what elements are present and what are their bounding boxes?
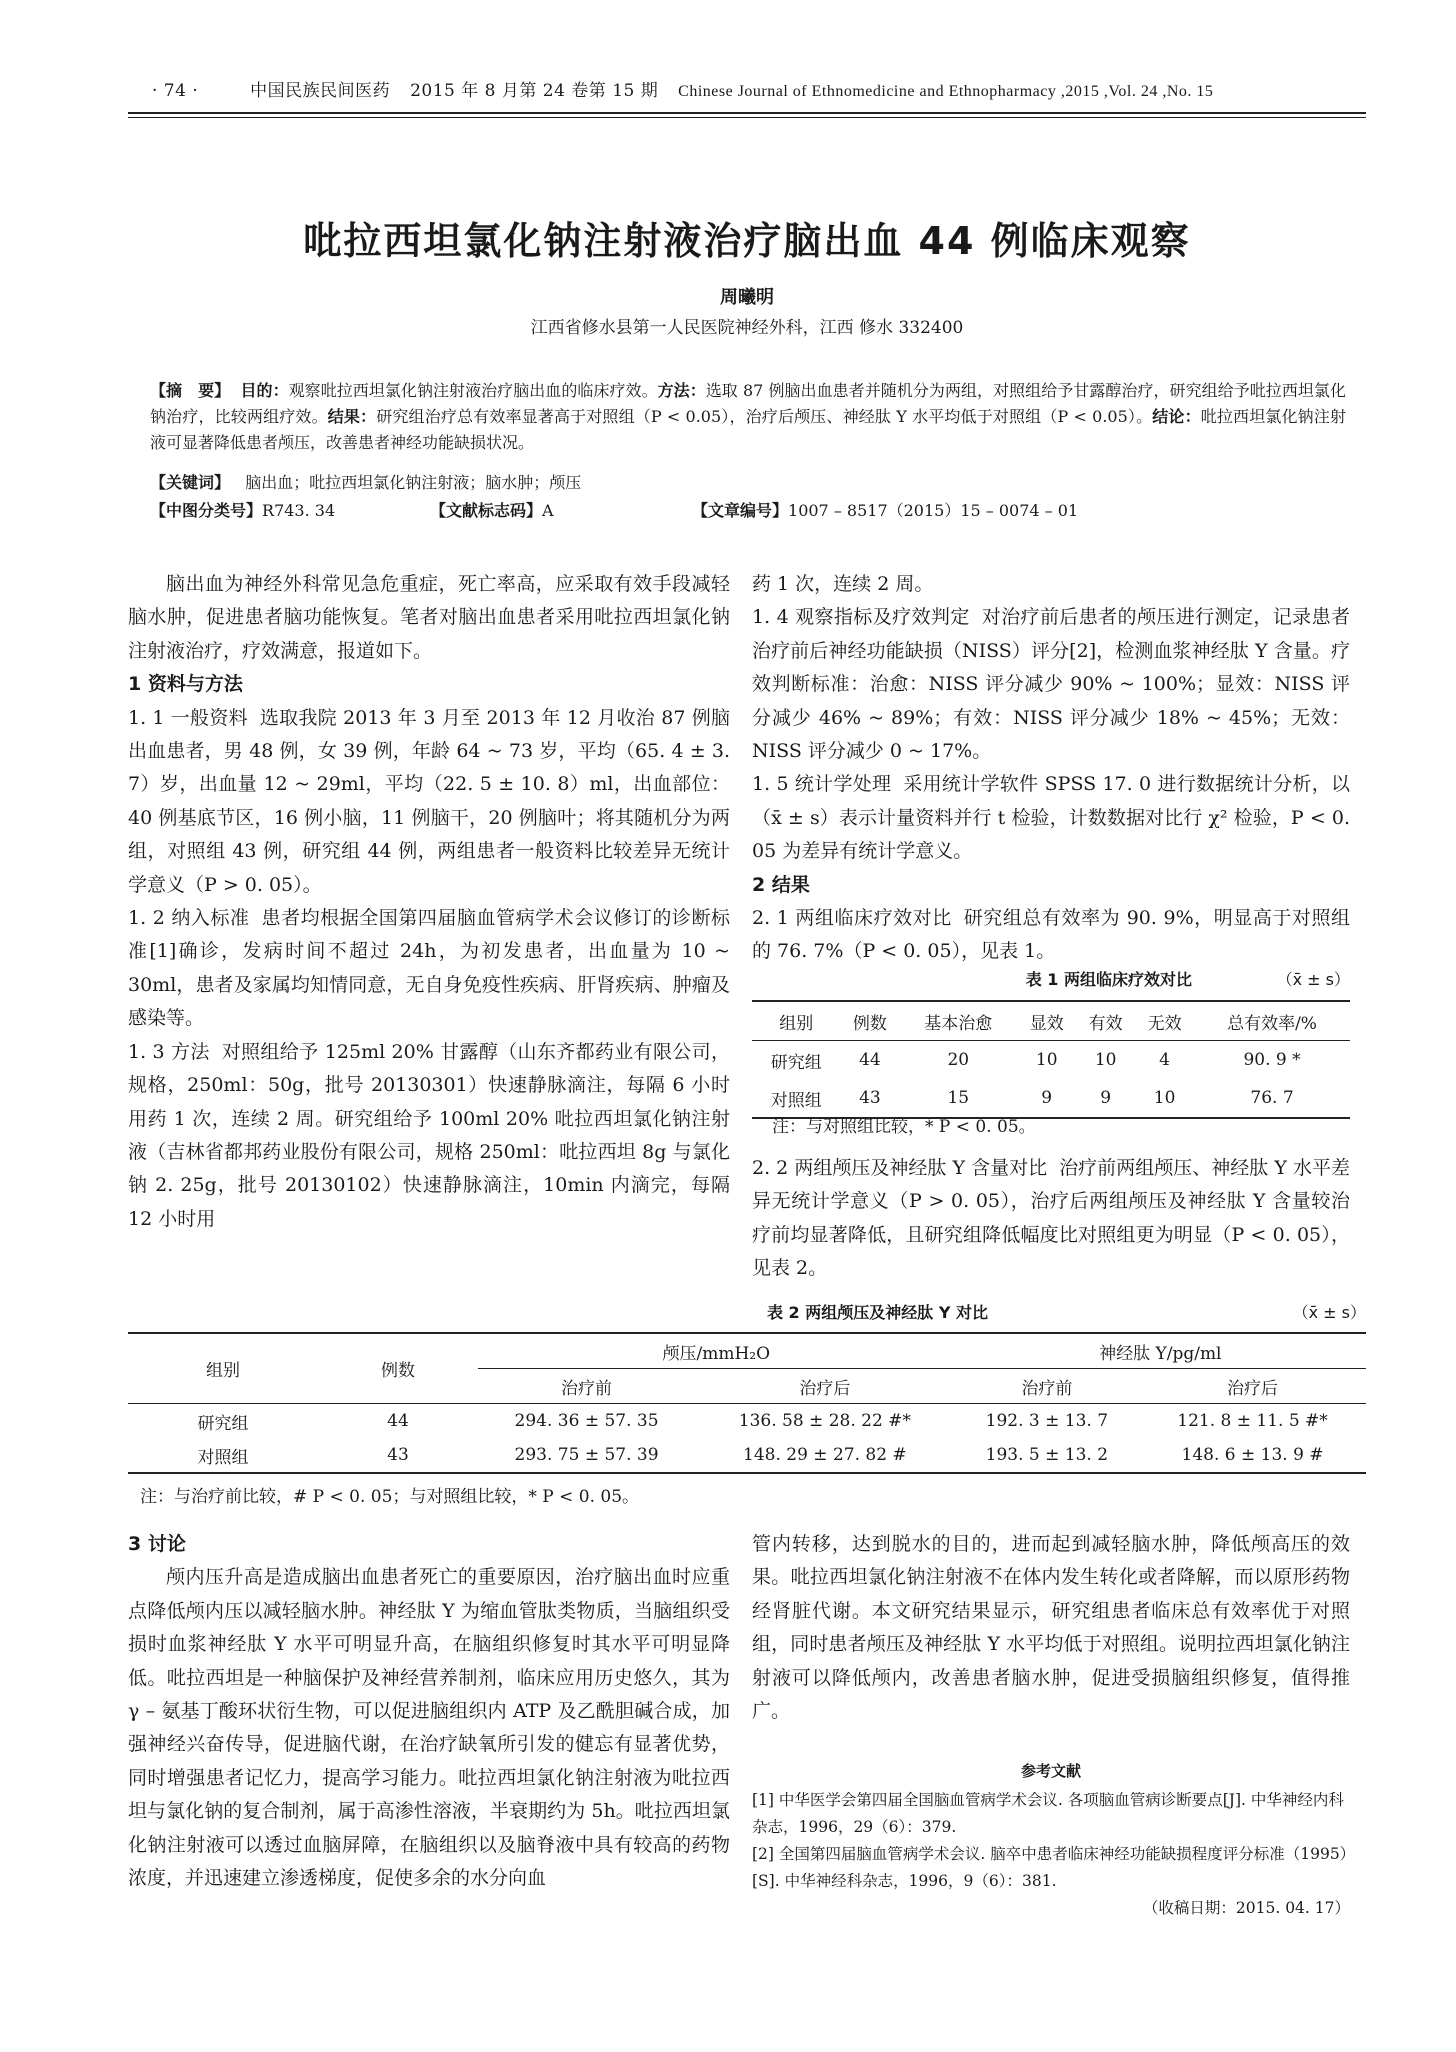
table-1-unit: （x̄ ± s） — [1276, 970, 1350, 989]
section-1-5-heading: 1. 5 统计学处理 — [752, 773, 892, 796]
table-2-header-after: 治疗后 — [695, 1369, 955, 1404]
table-cell: 44 — [859, 1050, 881, 1070]
table-2-note: 注：与治疗前比较，# P < 0. 05；与对照组比较，* P < 0. 05。 — [140, 1487, 640, 1507]
table-2-header-after: 治疗后 — [1139, 1369, 1366, 1404]
table-cell: 193. 5 ± 13. 2 — [985, 1445, 1109, 1465]
abstract-result-label: 结果： — [327, 407, 377, 426]
running-header — [152, 76, 1366, 110]
author-affiliation: 江西省修水县第一人民医院神经外科，江西 修水 332400 — [530, 318, 964, 338]
section-1-2-heading: 1. 2 纳入标准 — [128, 907, 250, 930]
article-author: 周曦明 — [720, 287, 774, 308]
received-date: （收稿日期：2015. 04. 17） — [1142, 1899, 1350, 1917]
section-1-5-text: 采用统计学软件 SPSS 17. 0 进行数据统计分析，以（x̄ ± s）表示计量资料并行 t 检验，计数数据对比行 χ² 检验，P < 0. 05 为差异有统计学意义。 — [752, 773, 1351, 863]
references-title: 参考文献 — [1020, 1762, 1081, 1780]
table-cell: 76. 7 — [1250, 1088, 1294, 1108]
table-1-header: 组别 — [779, 1013, 814, 1034]
table-cell: 293. 75 ± 57. 39 — [514, 1445, 659, 1465]
section-1-3 — [128, 1036, 730, 1236]
section-1-1-heading: 1. 1 一般资料 — [128, 706, 248, 729]
table-1-header: 总有效率/% — [1227, 1013, 1317, 1034]
article-number-tag: 【文章编号】 — [692, 501, 789, 520]
abstract-result: 研究组治疗总有效率显著高于对照组（P < 0.05），治疗后颅压、神经肽 Y 水平均低于对照组（P < 0.05）。 — [376, 407, 1153, 426]
table-cell: 研究组 — [770, 1052, 822, 1073]
table-row — [752, 1041, 1350, 1080]
discussion-left — [128, 1528, 730, 1895]
section-2-2-heading: 2. 2 两组颅压及神经肽 Y 含量对比 — [752, 1157, 1048, 1179]
section-1-1-text: 选取我院 2013 年 3 月至 2013 年 12 月收治 87 例脑出血患者，男 48 例，女 39 例，年龄 64 ~ 73 岁，平均（65. 4 ± 3. 7）岁，出血量 12 ~ 29ml，平均（22. 5 ± 10. 8）ml，出血部位：40 例基底节区，16 例小脑，11 例脑干，20 例脑叶；将其随机分为两组，对照组 43 例，研究组 44 例，两组患者一般资料比较差异无统计学意义（P > 0. 05）。 — [128, 706, 731, 896]
left-column — [128, 568, 730, 1236]
abstract-method: 选取 87 例脑出血患者并随机分为两组，对照组给予甘露醇治疗，研究组给予吡拉西坦氯化钠治疗，比较两组疗效。 — [150, 381, 1346, 426]
table-2-unit: （x̄ ± s） — [1292, 1303, 1366, 1322]
table-1-header-row — [752, 1001, 1350, 1041]
table-row — [128, 1404, 1366, 1439]
table-cell: 43 — [387, 1445, 409, 1465]
article-number: 1007 – 8517（2015）15 – 0074 – 01 — [788, 501, 1079, 520]
table-1-caption-row — [752, 967, 1350, 990]
right-column — [752, 568, 1350, 969]
table-cell: 4 — [1159, 1050, 1170, 1070]
table-1 — [752, 1000, 1350, 1119]
header-rule-thin — [128, 117, 1366, 118]
table-1-caption: 表 1 两组临床疗效对比 — [1025, 970, 1192, 989]
section-2-2-text: 治疗前两组颅压、神经肽 Y 水平差异无统计学意义（P > 0. 05），治疗后两组颅压及神经肽 Y 含量较治疗前均显著降低，且研究组降低幅度比对照组更为明显（P < 0. 05），见表 2。 — [752, 1157, 1350, 1280]
table-cell: 15 — [947, 1088, 970, 1108]
discussion-right — [752, 1528, 1350, 1728]
table-cell: 192. 3 ± 13. 7 — [985, 1411, 1109, 1431]
article-title: 吡拉西坦氯化钠注射液治疗脑出血 44 例临床观察 — [303, 219, 1191, 263]
journal-name-en: Chinese Journal of Ethnomedicine and Ethnopharmacy ,2015 ,Vol. 24 ,No. 15 — [678, 83, 1214, 100]
table-2-header-group: 组别 — [128, 1333, 318, 1404]
abstract-tag: 【摘 要】 — [150, 381, 231, 400]
table-2-header-icp: 颅压/mmH₂O — [478, 1333, 955, 1369]
table-cell: 148. 29 ± 27. 82 # — [743, 1445, 907, 1465]
section-3-heading: 3 讨论 — [128, 1533, 186, 1555]
section-1-4-text: 对治疗前后患者的颅压进行测定，记录患者治疗前后神经功能缺损（NISS）评分[2]，检测血浆神经肽 Y 含量。疗效判断标准：治愈：NISS 评分减少 90% ~ 100%；显效：NISS 评分减少 46% ~ 89%；有效：NISS 评分减少 18% ~ 45%；无效：NISS 评分减少 0 ~ 17%。 — [752, 606, 1350, 763]
table-1-header: 无效 — [1147, 1013, 1182, 1034]
abstract-aim: 观察吡拉西坦氯化钠注射液治疗脑出血的临床疗效。 — [288, 381, 658, 400]
section-1-2 — [128, 902, 730, 1036]
keywords-tag: 【关键词】 — [150, 473, 231, 492]
journal-name: 中国民族民间医药 — [250, 81, 391, 101]
table-1-note: 注：与对照组比较，* P < 0. 05。 — [772, 1117, 1036, 1137]
clc-number: R743. 34 — [262, 501, 336, 520]
intro-paragraph: 脑出血为神经外科常见急危重症，死亡率高，应采取有效手段减轻脑水肿，促进患者脑功能恢复。笔者对脑出血患者采用吡拉西坦氯化钠注射液治疗，疗效满意，报道如下。 — [128, 573, 730, 662]
table-cell: 294. 36 ± 57. 35 — [514, 1411, 659, 1431]
table-2-header-before: 治疗前 — [955, 1369, 1139, 1404]
table-cell: 9 — [1100, 1088, 1112, 1108]
reference-item: [2] 全国第四届脑血管病学术会议. 脑卒中患者临床神经功能缺损程度评分标准（1995）[S]. 中华神经科杂志，1996，9（6）：381. — [752, 1845, 1348, 1890]
abstract-method-label: 方法： — [657, 381, 706, 400]
table-1-header: 有效 — [1088, 1013, 1123, 1034]
abstract — [150, 378, 1346, 456]
table-cell: 9 — [1041, 1088, 1053, 1108]
abstract-conclusion-label: 结论： — [1152, 407, 1201, 426]
section-1-3-heading: 1. 3 方法 — [128, 1040, 210, 1063]
table-cell: 90. 9 * — [1243, 1050, 1301, 1070]
section-1-1 — [128, 702, 730, 902]
table-1-header: 例数 — [852, 1013, 887, 1034]
table-cell: 10 — [1153, 1088, 1176, 1108]
table-cell: 44 — [387, 1411, 409, 1431]
section-2-1-heading: 2. 1 两组临床疗效对比 — [752, 907, 952, 930]
table-cell: 10 — [1035, 1050, 1058, 1070]
section-1-5 — [752, 768, 1350, 868]
table-2-header-npy: 神经肽 Y/pg/ml — [955, 1333, 1366, 1369]
section-1-3-continued: 药 1 次，连续 2 周。 — [752, 573, 934, 595]
table-cell: 20 — [947, 1050, 970, 1070]
section-1-4-heading: 1. 4 观察指标及疗效判定 — [752, 606, 970, 629]
keywords — [150, 470, 1346, 493]
section-1-2-text: 患者均根据全国第四届脑血管病学术会议修订的诊断标准[1]确诊，发病时间不超过 24h，为初发患者，出血量为 10 ~ 30ml，患者及家属均知情同意，无自身免疫性疾病、肝肾疾病、肿瘤及感染等。 — [128, 907, 730, 1030]
table-2-caption-row — [128, 1300, 1366, 1323]
table-2 — [128, 1332, 1366, 1474]
reference-item: [1] 中华医学会第四届全国脑血管病学术会议. 各项脑血管病诊断要点[J]. 中华神经内科杂志，1996，29（6）：379. — [752, 1791, 1344, 1836]
discussion-text-left: 颅内压升高是造成脑出血患者死亡的重要原因，治疗脑出血时应重点降低颅内压以减轻脑水肿。神经肽 Y 为缩血管肽类物质，当脑组织受损时血浆神经肽 Y 水平可明显升高，在脑组织修复时其水平可明显降低。吡拉西坦是一种脑保护及神经营养制剂，临床应用历史悠久，其为 γ – 氨基丁酸环状衍生物，可以促进脑组织内 ATP 及乙酰胆碱合成，加强神经兴奋传导，促进脑代谢，在治疗缺氧所引发的健忘有显著优势，同时增强患者记忆力，提高学习能力。吡拉西坦氯化钠注射液为吡拉西坦与氯化钠的复合制剂，属于高渗性溶液，半衰期约为 5h。吡拉西坦氯化钠注射液可以透过血脑屏障，在脑组织以及脑脊液中具有较高的药物浓度，并迅速建立渗透梯度，促使多余的水分向血 — [128, 1566, 730, 1890]
abstract-aim-label: 目的： — [240, 381, 289, 400]
section-2-2 — [752, 1152, 1350, 1286]
page-number: · 74 · — [152, 81, 199, 101]
classification-line — [150, 498, 1346, 521]
section-2-1 — [752, 902, 1350, 969]
doc-code-tag: 【文献标志码】 — [430, 501, 543, 520]
table-1-header: 基本治愈 — [924, 1013, 993, 1034]
section-2-heading: 2 结果 — [752, 873, 810, 896]
keywords-text: 脑出血；吡拉西坦氯化钠注射液；脑水肿；颅压 — [245, 473, 582, 492]
table-2-header-count: 例数 — [318, 1333, 478, 1404]
header-rule — [128, 112, 1366, 114]
section-1-heading: 1 资料与方法 — [128, 673, 243, 696]
abstract-conclusion: 吡拉西坦氯化钠注射液可显著降低患者颅压，改善患者神经功能缺损状况。 — [150, 407, 1346, 452]
table-1-header: 显效 — [1029, 1013, 1064, 1034]
section-1-4 — [752, 601, 1350, 768]
discussion-text-right: 管内转移，达到脱水的目的，进而起到减轻脑水肿，降低颅高压的效果。吡拉西坦氯化钠注射液不在体内发生转化或者降解，而以原形药物经肾脏代谢。本文研究结果显示，研究组患者临床总有效率优于对照组，同时患者颅压及神经肽 Y 水平均低于对照组。说明拉西坦氯化钠注射液可以降低颅内，改善患者脑水肿，促进受损脑组织修复，值得推广。 — [752, 1533, 1350, 1723]
table-cell: 10 — [1094, 1050, 1117, 1070]
table-cell: 对照组 — [770, 1090, 822, 1111]
section-1-3-text: 对照组给予 125ml 20% 甘露醇（山东齐都药业有限公司，规格，250ml：50g，批号 20130301）快速静脉滴注，每隔 6 小时用药 1 次，连续 2 周。研究组给予 100ml 20% 吡拉西坦氯化钠注射液（吉林省都邦药业股份有限公司，规格 250ml：吡拉西坦 8g 与氯化钠 2. 25g，批号 20130102）快速静脉滴注，10min 内滴完，每隔 12 小时用 — [128, 1040, 730, 1230]
journal-issue: 2015 年 8 月第 24 卷第 15 期 — [410, 81, 659, 101]
references — [752, 1760, 1350, 1922]
table-row — [128, 1438, 1366, 1473]
table-cell: 121. 8 ± 11. 5 #* — [1177, 1411, 1328, 1431]
table-cell: 148. 6 ± 13. 9 # — [1181, 1445, 1324, 1465]
table-cell: 136. 58 ± 28. 22 #* — [738, 1411, 911, 1431]
table-cell: 43 — [859, 1088, 881, 1108]
doc-code: A — [542, 501, 554, 520]
table-cell: 对照组 — [197, 1447, 249, 1468]
table-cell: 研究组 — [197, 1413, 249, 1434]
section-2-1-text: 研究组总有效率为 90. 9%，明显高于对照组的 76. 7%（P < 0. 05），见表 1。 — [752, 907, 1350, 963]
clc-tag: 【中图分类号】 — [150, 501, 263, 520]
table-2-header-before: 治疗前 — [478, 1369, 695, 1404]
table-2-caption: 表 2 两组颅压及神经肽 Y 对比 — [766, 1303, 988, 1322]
